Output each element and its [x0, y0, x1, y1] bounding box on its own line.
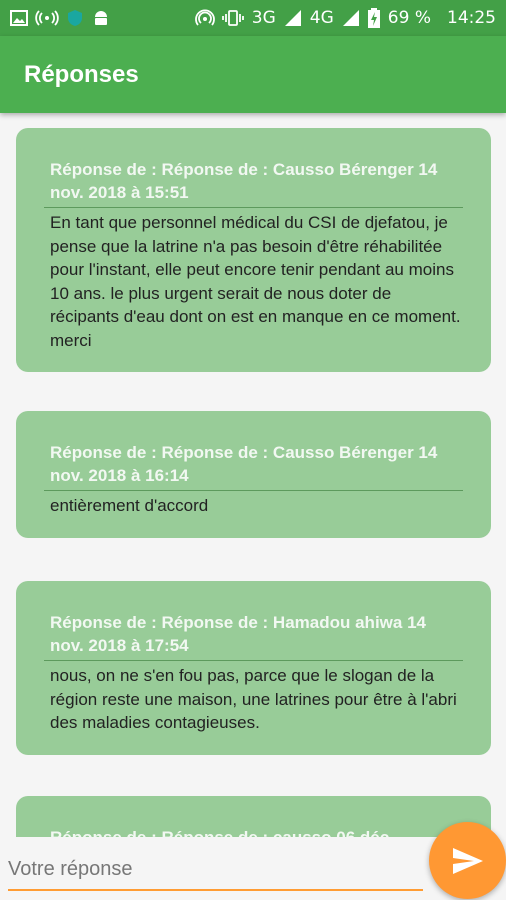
response-body: En tant que personnel médical du CSI de djefatou, je pense que la latrine n'a pas besoin d'être réhabilitée pour l'instant, elle peut encore tenir pendant au moins 10 ans. le plus urgent serait de nous doter de récipants d'eau dont on est en manque en ce moment. merci [50, 213, 461, 350]
divider [44, 207, 463, 208]
responses-list[interactable] [0, 113, 506, 837]
network-3g: 3G [251, 8, 276, 28]
send-icon [452, 847, 484, 875]
hotspot-icon [196, 9, 214, 27]
android-icon [92, 9, 110, 27]
page-title: Réponses [24, 60, 139, 88]
shield-icon [66, 9, 84, 27]
response-header: Réponse de : Réponse de : Causso Bérenger 14 nov. 2018 à 15:51 [50, 160, 438, 202]
signal-icon [342, 9, 360, 27]
battery-level: 69 % [387, 8, 431, 28]
image-icon [10, 9, 28, 27]
divider [44, 490, 463, 491]
network-4g: 4G [309, 8, 334, 28]
response-card[interactable] [16, 581, 491, 755]
send-button[interactable] [429, 822, 506, 899]
status-bar [0, 0, 506, 36]
app-bar [0, 36, 506, 113]
vibrate-icon [222, 9, 244, 27]
radio-signal-icon [36, 9, 58, 27]
response-header: Réponse de : Réponse de : Causso Bérenger 14 nov. 2018 à 16:14 [50, 443, 438, 485]
battery-charging-icon [368, 8, 380, 28]
response-card[interactable] [16, 128, 491, 372]
response-card[interactable] [16, 411, 491, 538]
reply-input[interactable] [8, 849, 423, 891]
signal-icon [284, 9, 302, 27]
response-body: nous, on ne s'en fou pas, parce que le slogan de la région reste une maison, une latrines pour être à l'abri des maladies contagieuses. [50, 666, 457, 732]
response-body: entièrement d'accord [50, 496, 209, 515]
clock: 14:25 [447, 8, 496, 28]
response-header: Réponse de : Réponse de : Hamadou ahiwa 14 nov. 2018 à 17:54 [50, 613, 426, 655]
divider [44, 660, 463, 661]
